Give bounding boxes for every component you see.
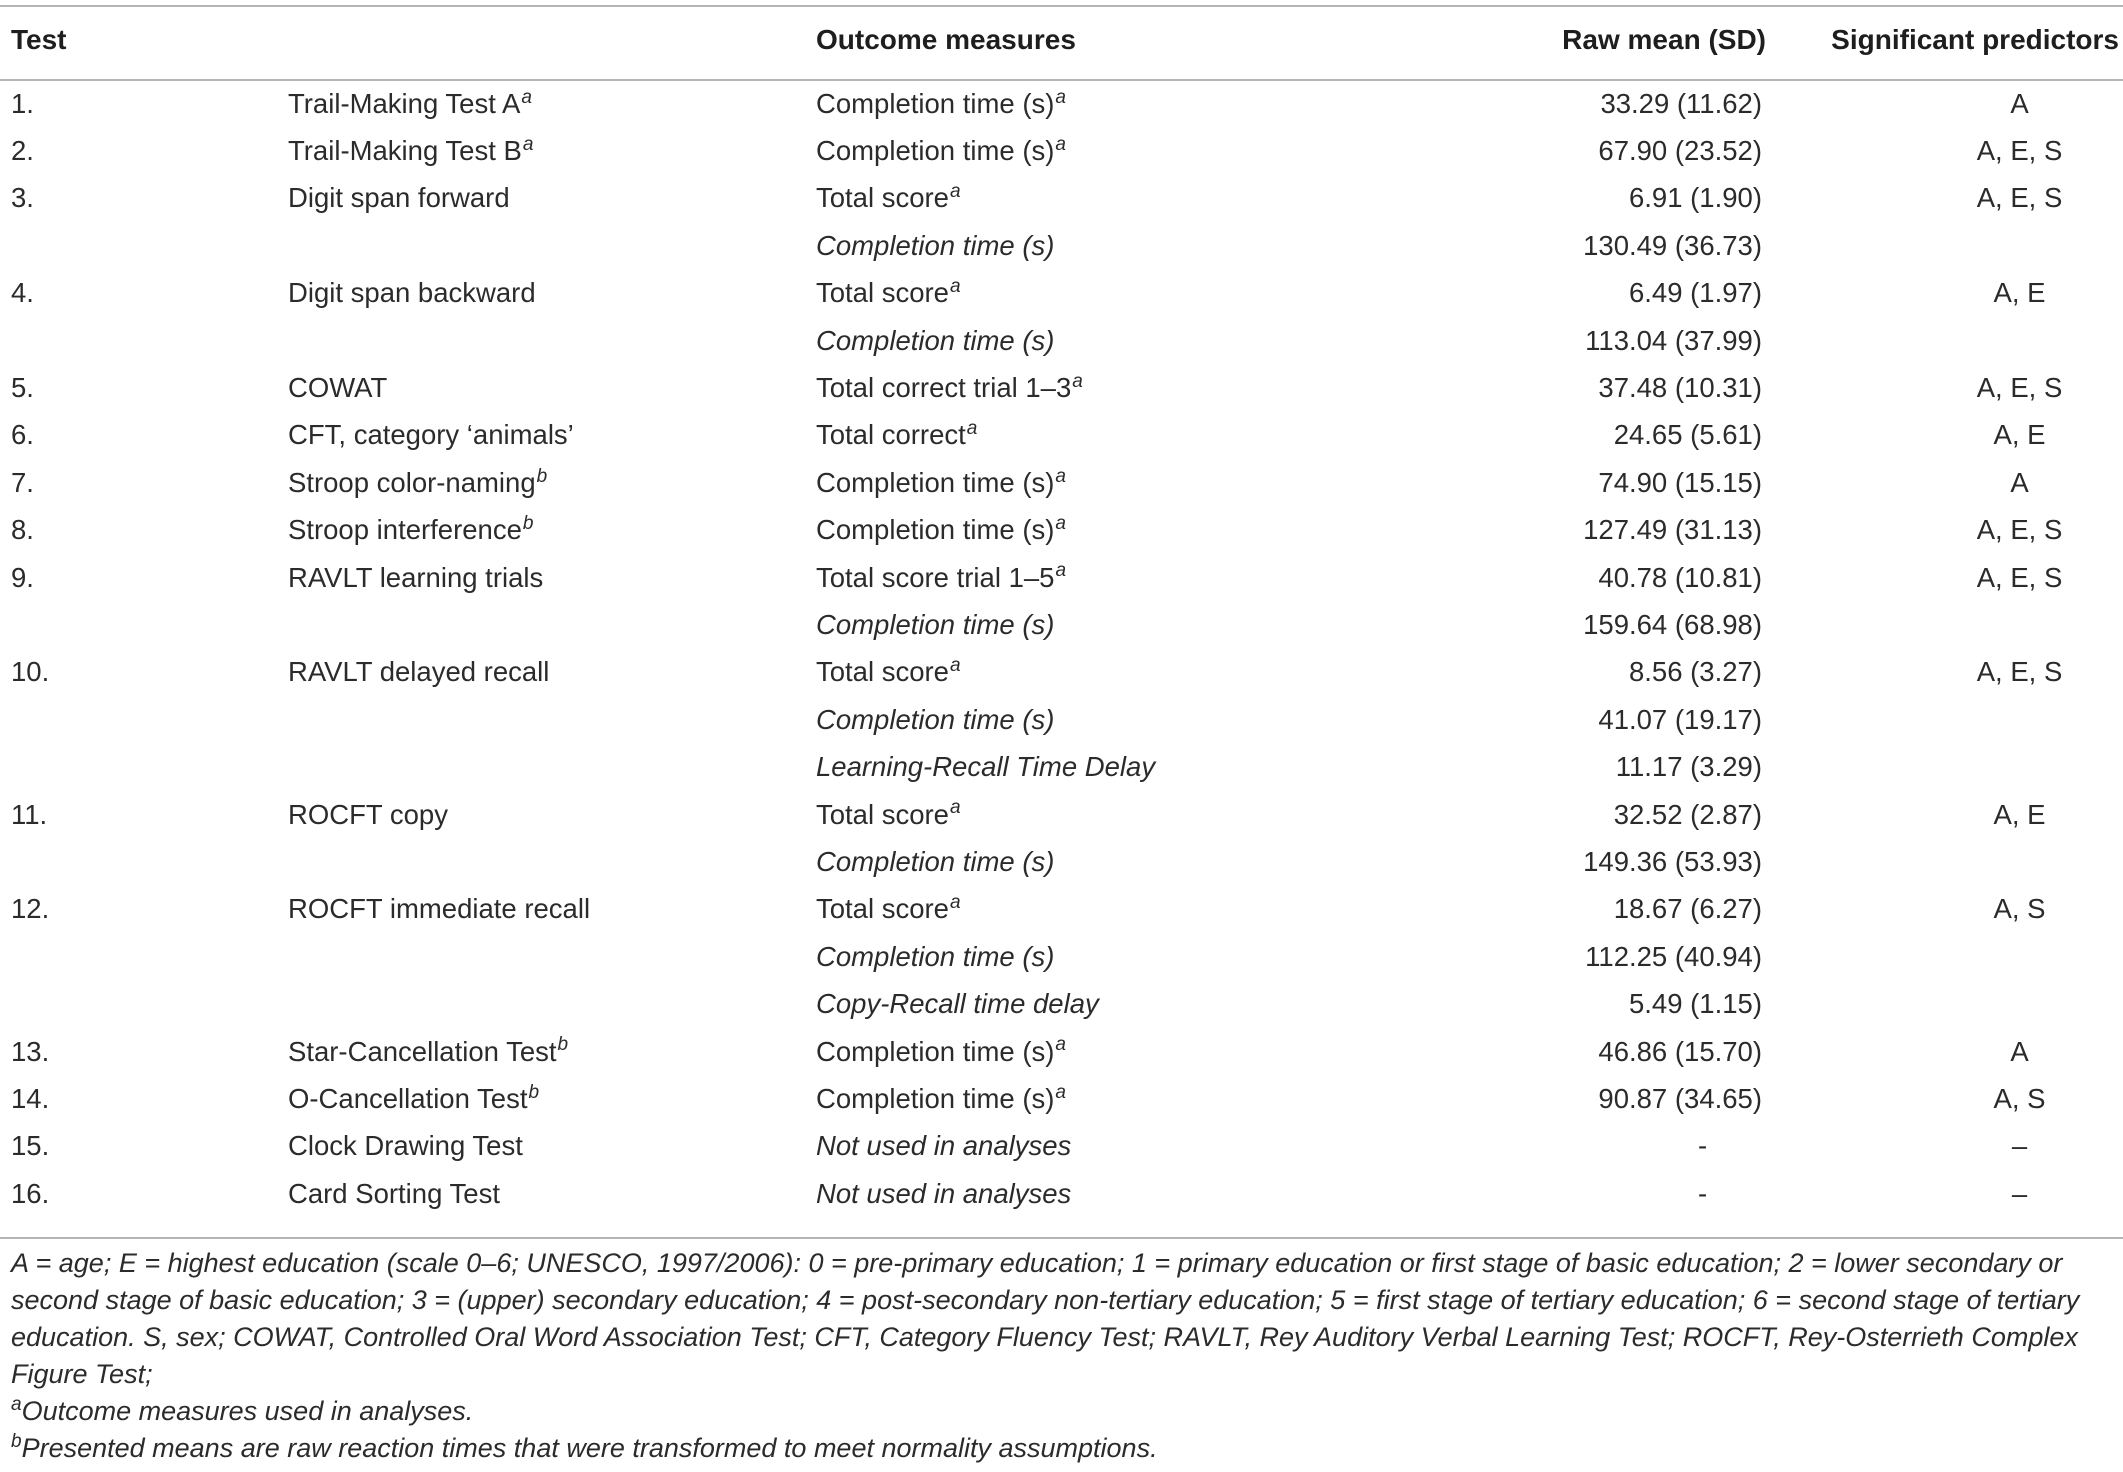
outcome-measure: [816, 696, 1376, 743]
raw-mean-wrap: [1376, 1036, 1786, 1068]
test-footnote-mark: a: [521, 86, 532, 108]
table-row: [0, 222, 2123, 269]
outcome-measure-text: Completion time (s): [816, 1082, 1055, 1114]
significant-predictors: [1786, 459, 2123, 506]
raw-mean-value: 113.04 (37.99): [1585, 324, 1762, 356]
significant-predictors: [1786, 270, 2123, 317]
raw-mean-value: 74.90 (15.15): [1598, 466, 1762, 498]
outcome-measure-text: Completion time (s): [816, 229, 1055, 261]
table-row: [0, 933, 2123, 980]
raw-mean-wrap: [1376, 704, 1786, 736]
significant-predictors: [1786, 886, 2123, 933]
test-name-text: Digit span backward: [288, 277, 536, 309]
test-name: [288, 317, 816, 364]
footnote-b-text: Presented means are raw reaction times that were transformed to meet normality assumptions.: [21, 1433, 1158, 1463]
row-number: 9.: [11, 561, 34, 593]
predictors-value: A, E, S: [1976, 514, 2063, 546]
raw-mean: [1376, 80, 1786, 127]
table-row: [0, 317, 2123, 364]
table-row: [0, 1075, 2123, 1122]
test-name: [288, 175, 816, 222]
test-name: [288, 980, 816, 1027]
test-footnote-mark: b: [536, 465, 548, 487]
outcome-measure: [816, 886, 1376, 933]
raw-mean-wrap: [1376, 419, 1786, 451]
test-name: [288, 1170, 816, 1217]
row-number: 10.: [11, 656, 50, 688]
raw-mean-value: 112.25 (40.94): [1585, 940, 1762, 972]
table-row: [0, 80, 2123, 127]
test-name-text: Stroop interference: [288, 514, 522, 546]
test-name: [288, 933, 816, 980]
test-footnote-mark: b: [528, 1081, 540, 1103]
raw-mean-wrap: [1376, 1130, 1786, 1162]
raw-mean-wrap: [1376, 893, 1786, 925]
raw-mean-wrap: [1376, 846, 1786, 878]
raw-mean-wrap: [1376, 277, 1786, 309]
row-number: 6.: [11, 419, 34, 451]
header-outcome: Outcome measures: [816, 24, 1076, 55]
row-number: [0, 696, 288, 743]
significant-predictors: [1786, 1075, 2123, 1122]
raw-mean-value: 6.91 (1.90): [1628, 182, 1762, 214]
outcome-measure-text: Completion time (s): [816, 703, 1055, 735]
raw-mean: [1376, 270, 1786, 317]
predictors-value: A, E, S: [1976, 656, 2063, 688]
outcome-footnote-mark: a: [1055, 465, 1066, 487]
outcome-measure: [816, 791, 1376, 838]
row-number: [0, 980, 288, 1027]
test-name-text: ROCFT copy: [288, 798, 448, 830]
outcome-measure-text: Total score: [816, 798, 949, 830]
outcome-footnote-mark: a: [966, 418, 978, 440]
test-name: [288, 743, 816, 790]
significant-predictors: [1786, 791, 2123, 838]
outcome-footnote-mark: a: [1055, 1034, 1066, 1056]
significant-predictors: [1786, 933, 2123, 980]
raw-mean-wrap: [1376, 799, 1786, 831]
table-row: [0, 364, 2123, 411]
raw-mean-value: 33.29 (11.62): [1600, 87, 1762, 119]
row-number: [0, 933, 288, 980]
significant-predictors: [1786, 1028, 2123, 1075]
row-number: 2.: [11, 135, 34, 167]
header-test: Test: [11, 24, 67, 55]
row-number: [0, 317, 288, 364]
test-name: [288, 554, 816, 601]
raw-mean: [1376, 649, 1786, 696]
significant-predictors: [1786, 127, 2123, 174]
outcome-measure: [816, 743, 1376, 790]
test-name-text: Card Sorting Test: [288, 1177, 500, 1209]
row-number: 16.: [11, 1177, 50, 1209]
footnote-a-mark: a: [11, 1394, 22, 1415]
predictors-value: A: [2010, 87, 2029, 119]
raw-mean-value: 18.67 (6.27): [1613, 893, 1762, 925]
raw-mean: [1376, 364, 1786, 411]
table-row: [0, 838, 2123, 885]
table-row: [0, 412, 2123, 459]
raw-mean-value: 24.65 (5.61): [1613, 419, 1762, 451]
outcome-footnote-mark: a: [1072, 370, 1083, 392]
predictors-value: A: [2010, 466, 2029, 498]
outcome-measure: [816, 980, 1376, 1027]
raw-mean-value: 40.78 (10.81): [1598, 561, 1762, 593]
test-name-text: RAVLT delayed recall: [288, 656, 550, 688]
outcome-footnote-mark: a: [949, 181, 961, 203]
predictors-value: A, S: [1993, 1082, 2046, 1114]
test-footnote-mark: b: [557, 1034, 569, 1056]
raw-mean: [1376, 743, 1786, 790]
raw-mean-wrap: [1376, 988, 1786, 1020]
test-footnote-mark: a: [522, 133, 534, 155]
row-number: 7.: [11, 466, 34, 498]
test-name-text: Digit span forward: [288, 182, 510, 214]
footnote-a-text: Outcome measures used in analyses.: [21, 1396, 474, 1426]
header-row: [0, 0, 2123, 80]
raw-mean: [1376, 127, 1786, 174]
raw-mean-wrap: [1376, 182, 1786, 214]
test-name: [288, 791, 816, 838]
outcome-measure-text: Completion time (s): [816, 135, 1055, 167]
raw-mean-wrap: [1376, 941, 1786, 973]
raw-mean: [1376, 1028, 1786, 1075]
table-body: [0, 80, 2123, 1217]
outcome-measure-text: Completion time (s): [816, 940, 1055, 972]
outcome-footnote-mark: a: [949, 892, 961, 914]
outcome-footnote-mark: a: [949, 797, 961, 819]
table-notes: [11, 1245, 2115, 1467]
outcome-measure-text: Completion time (s): [816, 1035, 1055, 1067]
raw-mean-value: 5.49 (1.15): [1628, 988, 1762, 1020]
row-number: 14.: [11, 1082, 50, 1114]
test-footnote-mark: b: [522, 513, 534, 535]
test-name: [288, 459, 816, 506]
raw-mean-wrap: [1376, 1083, 1786, 1115]
outcome-measure-text: Completion time (s): [816, 87, 1055, 119]
outcome-measure-text: Completion time (s): [816, 608, 1055, 640]
significant-predictors: [1786, 601, 2123, 648]
outcome-footnote-mark: a: [1055, 560, 1067, 582]
outcome-measure: [816, 175, 1376, 222]
outcome-measure-text: Total score: [816, 893, 949, 925]
header-mean: Raw mean (SD): [1562, 24, 1766, 55]
test-name-text: Trail-Making Test B: [288, 135, 522, 167]
row-number: [0, 601, 288, 648]
row-number: [0, 222, 288, 269]
raw-mean-value: 159.64 (68.98): [1583, 608, 1762, 640]
test-name: [288, 364, 816, 411]
raw-mean-wrap: [1376, 751, 1786, 783]
significant-predictors: [1786, 838, 2123, 885]
raw-mean-wrap: [1376, 562, 1786, 594]
significant-predictors: [1786, 649, 2123, 696]
table-row: [0, 791, 2123, 838]
outcome-measure-text: Not used in analyses: [816, 1130, 1072, 1162]
test-name-text: Star-Cancellation Test: [288, 1035, 557, 1067]
test-name-text: CFT, category ‘animals’: [288, 419, 574, 451]
outcome-footnote-mark: a: [949, 655, 961, 677]
outcome-footnote-mark: a: [1055, 1081, 1066, 1103]
table-row: [0, 980, 2123, 1027]
outcome-footnote-mark: a: [949, 276, 961, 298]
raw-mean-value: 67.90 (23.52): [1598, 135, 1762, 167]
significant-predictors: [1786, 696, 2123, 743]
raw-mean-value: 130.49 (36.73): [1583, 229, 1762, 261]
outcome-measure: [816, 1170, 1376, 1217]
outcome-measure-text: Learning-Recall Time Delay: [816, 751, 1156, 783]
raw-mean-wrap: [1376, 230, 1786, 262]
table-row: [0, 886, 2123, 933]
significant-predictors: [1786, 743, 2123, 790]
raw-mean: [1376, 696, 1786, 743]
predictors-value: A, E, S: [1976, 372, 2063, 404]
test-name: [288, 80, 816, 127]
outcome-measure-text: Completion time (s): [816, 324, 1055, 356]
raw-mean-value: -: [1698, 1177, 1708, 1209]
header-predictors: Significant predictors: [1831, 24, 2119, 55]
test-name: [288, 507, 816, 554]
raw-mean-wrap: [1376, 88, 1786, 120]
raw-mean-wrap: [1376, 609, 1786, 641]
footnote-a: [11, 1393, 2115, 1430]
row-number: 4.: [11, 277, 34, 309]
bottom-rule: [0, 1237, 2123, 1239]
predictors-value: A: [2010, 1035, 2029, 1067]
outcome-measure: [816, 507, 1376, 554]
table-row: [0, 743, 2123, 790]
outcome-measure-text: Completion time (s): [816, 845, 1055, 877]
table-row: [0, 127, 2123, 174]
raw-mean-value: 90.87 (34.65): [1598, 1082, 1762, 1114]
raw-mean-wrap: [1376, 325, 1786, 357]
raw-mean-value: -: [1698, 1130, 1708, 1162]
table-row: [0, 649, 2123, 696]
outcome-measure: [816, 459, 1376, 506]
raw-mean: [1376, 1075, 1786, 1122]
significant-predictors: [1786, 412, 2123, 459]
test-name: [288, 127, 816, 174]
outcome-footnote-mark: a: [1055, 86, 1066, 108]
significant-predictors: [1786, 1123, 2123, 1170]
row-number: [0, 743, 288, 790]
test-name: [288, 1123, 816, 1170]
predictors-value: –: [2011, 1130, 2028, 1162]
outcome-measure-text: Total correct: [816, 419, 966, 451]
raw-mean-wrap: [1376, 135, 1786, 167]
test-name: [288, 1075, 816, 1122]
row-number: 3.: [11, 182, 34, 214]
raw-mean: [1376, 412, 1786, 459]
outcome-footnote-mark: a: [1055, 133, 1066, 155]
test-name: [288, 838, 816, 885]
test-name: [288, 696, 816, 743]
raw-mean-wrap: [1376, 514, 1786, 546]
raw-mean: [1376, 1123, 1786, 1170]
raw-mean: [1376, 601, 1786, 648]
raw-mean: [1376, 980, 1786, 1027]
abbreviation-note: A = age; E = highest education (scale 0–6; UNESCO, 1997/2006): 0 = pre-primary education; 1 = primary education or first stage of basic education; 2 = lower secondary or second stage of basic education; 3 = (upper) secondary education; 4 = post-secondary non-tertiary education; 5 = first stage of tertiary education; 6 = second stage of tertiary education. S, sex; COWAT, Controlled Oral Word Association Test; CFT, Category Fluency Test; RAVLT, Rey Auditory Verbal Learning Test; ROCFT, Rey-Osterrieth Complex Figure Test;: [11, 1248, 2080, 1389]
raw-mean: [1376, 791, 1786, 838]
outcome-measure-text: Completion time (s): [816, 514, 1055, 546]
outcome-measure-text: Copy-Recall time delay: [816, 988, 1099, 1020]
raw-mean-value: 41.07 (19.17): [1598, 703, 1762, 735]
raw-mean-value: 6.49 (1.97): [1628, 277, 1762, 309]
significant-predictors: [1786, 1170, 2123, 1217]
significant-predictors: [1786, 507, 2123, 554]
outcome-measure: [816, 649, 1376, 696]
raw-mean-wrap: [1376, 467, 1786, 499]
row-number: [0, 838, 288, 885]
row-number: 5.: [11, 372, 34, 404]
test-name: [288, 222, 816, 269]
test-name: [288, 270, 816, 317]
table-row: [0, 696, 2123, 743]
outcome-measure-text: Completion time (s): [816, 466, 1055, 498]
table-row: [0, 601, 2123, 648]
predictors-value: A, E: [1993, 277, 2046, 309]
footnote-b-mark: b: [11, 1431, 22, 1452]
raw-mean: [1376, 317, 1786, 364]
raw-mean-wrap: [1376, 372, 1786, 404]
table-row: [0, 507, 2123, 554]
test-name-text: RAVLT learning trials: [288, 561, 544, 593]
significant-predictors: [1786, 980, 2123, 1027]
test-name-text: Clock Drawing Test: [288, 1130, 523, 1162]
predictors-value: A, E, S: [1976, 182, 2063, 214]
table-row: [0, 1123, 2123, 1170]
outcome-measure-text: Not used in analyses: [816, 1177, 1072, 1209]
predictors-value: –: [2011, 1177, 2028, 1209]
test-name: [288, 412, 816, 459]
predictors-value: A, E, S: [1976, 561, 2063, 593]
outcome-measure: [816, 1028, 1376, 1075]
raw-mean-value: 46.86 (15.70): [1598, 1035, 1762, 1067]
outcome-measure-text: Total score: [816, 277, 949, 309]
raw-mean: [1376, 838, 1786, 885]
outcome-measure: [816, 222, 1376, 269]
table-row: [0, 270, 2123, 317]
predictors-value: A, E: [1993, 798, 2046, 830]
table-row: [0, 554, 2123, 601]
raw-mean: [1376, 1170, 1786, 1217]
test-name: [288, 649, 816, 696]
significant-predictors: [1786, 80, 2123, 127]
test-name-text: COWAT: [288, 372, 388, 404]
outcome-measure: [816, 1075, 1376, 1122]
predictors-value: A, E, S: [1976, 135, 2063, 167]
table-row: [0, 1028, 2123, 1075]
raw-mean-value: 11.17 (3.29): [1615, 751, 1762, 783]
raw-mean: [1376, 886, 1786, 933]
raw-mean-value: 149.36 (53.93): [1583, 845, 1762, 877]
outcome-measure: [816, 412, 1376, 459]
row-number: 11.: [11, 798, 48, 830]
test-name-text: ROCFT immediate recall: [288, 893, 591, 925]
significant-predictors: [1786, 175, 2123, 222]
row-number: 15.: [11, 1130, 50, 1162]
raw-mean-value: 127.49 (31.13): [1583, 514, 1762, 546]
row-number: 12.: [11, 893, 50, 925]
test-name-text: Trail-Making Test A: [288, 87, 521, 119]
raw-mean: [1376, 459, 1786, 506]
table-row: [0, 175, 2123, 222]
raw-mean: [1376, 933, 1786, 980]
outcome-measure-text: Total score: [816, 182, 949, 214]
predictors-value: A, S: [1993, 893, 2046, 925]
test-name: [288, 886, 816, 933]
raw-mean: [1376, 175, 1786, 222]
outcome-measure: [816, 364, 1376, 411]
test-name-text: Stroop color-naming: [288, 466, 536, 498]
row-number: 13.: [11, 1035, 50, 1067]
table-row: [0, 1170, 2123, 1217]
outcome-measure: [816, 127, 1376, 174]
raw-mean: [1376, 507, 1786, 554]
outcome-measure: [816, 80, 1376, 127]
significant-predictors: [1786, 317, 2123, 364]
outcome-measure-text: Total correct trial 1–3: [816, 372, 1072, 404]
outcome-measure: [816, 601, 1376, 648]
row-number: 8.: [11, 514, 34, 546]
significant-predictors: [1786, 222, 2123, 269]
outcome-measure: [816, 317, 1376, 364]
table-row: [0, 459, 2123, 506]
outcome-measure: [816, 270, 1376, 317]
outcome-measure: [816, 1123, 1376, 1170]
predictors-value: A, E: [1993, 419, 2046, 451]
test-name-text: O-Cancellation Test: [288, 1082, 528, 1114]
row-number: 1.: [11, 87, 34, 119]
test-name: [288, 601, 816, 648]
raw-mean-value: 37.48 (10.31): [1598, 372, 1762, 404]
outcome-measure: [816, 838, 1376, 885]
significant-predictors: [1786, 554, 2123, 601]
outcome-measure-text: Total score trial 1–5: [816, 561, 1055, 593]
raw-mean: [1376, 554, 1786, 601]
outcome-measure: [816, 933, 1376, 980]
test-name: [288, 1028, 816, 1075]
raw-mean-wrap: [1376, 656, 1786, 688]
raw-mean-value: 8.56 (3.27): [1628, 656, 1762, 688]
raw-mean: [1376, 222, 1786, 269]
outcome-measure: [816, 554, 1376, 601]
outcome-footnote-mark: a: [1055, 513, 1066, 535]
raw-mean-value: 32.52 (2.87): [1613, 798, 1762, 830]
raw-mean-wrap: [1376, 1178, 1786, 1210]
significant-predictors: [1786, 364, 2123, 411]
footnote-b: [11, 1430, 2115, 1467]
outcome-measure-text: Total score: [816, 656, 949, 688]
